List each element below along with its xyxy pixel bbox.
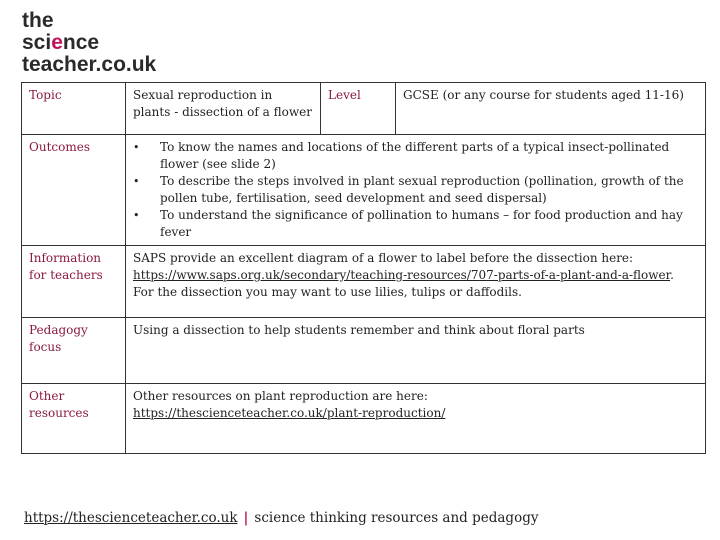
saps-link[interactable]: https://www.saps.org.uk/secondary/teaching-resources/707-parts-of-a-plant-and-a-flower xyxy=(133,268,671,282)
topic-label: Topic xyxy=(22,83,126,135)
logo-line-2 xyxy=(22,32,156,54)
logo-accent-letter: e xyxy=(51,31,63,54)
other-resources-label: Other resources xyxy=(22,384,126,454)
outcomes-cell xyxy=(126,135,706,246)
pedagogy-value: Using a dissection to help students remember and think about floral parts xyxy=(126,318,706,384)
logo-line-1: the xyxy=(22,9,54,32)
logo-line-2-a: sci xyxy=(22,31,52,54)
level-value: GCSE (or any course for students aged 11-16) xyxy=(396,83,706,135)
footer-tagline: science thinking resources and pedagogy xyxy=(254,510,539,526)
other-resources-text: Other resources on plant reproduction are here: xyxy=(133,389,428,403)
outcome-item: • To know the names and locations of the different parts of a typical insect-pollinated flower (see slide 2) xyxy=(133,139,698,173)
level-label: Level xyxy=(321,83,396,135)
info-text-1: SAPS provide an excellent diagram of a flower to label before the dissection here: xyxy=(133,251,634,265)
topic-value: Sexual reproduction in plants - dissection of a flower xyxy=(126,83,321,135)
footer-separator: | xyxy=(243,510,249,526)
info-row xyxy=(22,246,706,318)
outcome-item: • To understand the significance of pollination to humans – for food production and hay fever xyxy=(133,207,698,241)
outcomes-row xyxy=(22,135,706,246)
outcome-item: • To describe the steps involved in plant sexual reproduction (pollination, growth of the pollen tube, fertilisation, seed development and seed dispersal) xyxy=(133,173,698,207)
logo-line-3: teacher.co.uk xyxy=(22,53,157,76)
info-text-2: . For the dissection you may want to use lilies, tulips or daffodils. xyxy=(133,268,674,299)
info-cell xyxy=(126,246,706,318)
outcomes-label: Outcomes xyxy=(22,135,126,246)
lesson-plan-table xyxy=(21,82,706,454)
other-resources-row xyxy=(22,384,706,454)
plant-reproduction-link[interactable]: https://thescienceteacher.co.uk/plant-reproduction/ xyxy=(133,406,446,420)
logo-line-2-c: nce xyxy=(62,31,100,54)
site-logo xyxy=(22,10,156,76)
footer-link[interactable]: https://thescienceteacher.co.uk xyxy=(24,510,238,526)
outcomes-list xyxy=(133,139,698,241)
other-resources-cell xyxy=(126,384,706,454)
pedagogy-label: Pedagogy focus xyxy=(22,318,126,384)
pedagogy-row xyxy=(22,318,706,384)
footer xyxy=(24,510,538,526)
info-label: Information for teachers xyxy=(22,246,126,318)
topic-row xyxy=(22,83,706,135)
